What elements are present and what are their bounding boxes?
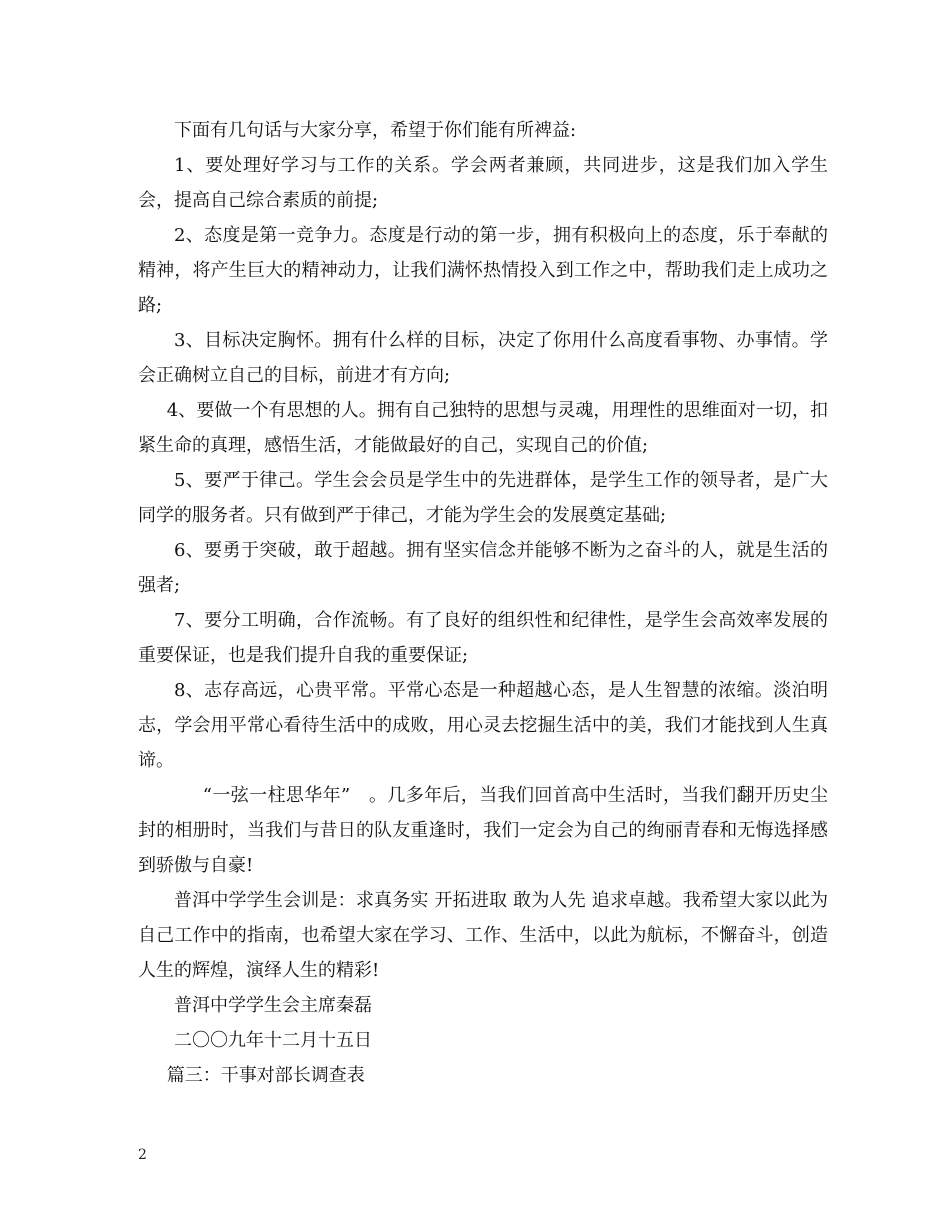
point-1-paragraph: 1、要处理好学习与工作的关系。学会两者兼顾，共同进步，这是我们加入学生会，提高自己综合素质的前提; <box>138 155 828 211</box>
point-2-paragraph: 2、态度是第一竞争力。态度是行动的第一步，拥有积极向上的态度，乐于奉献的精神，将产生巨大的精神动力，让我们满怀热情投入到工作之中，帮助我们走上成功之路; <box>138 225 828 316</box>
page-number: 2 <box>138 1147 147 1163</box>
quote-paragraph: “一弦一柱思华年” 。几多年后，当我们回首高中生活时，当我们翻开历史尘封的相册时，当我们与昔日的队友重逢时，我们一定会为自己的绚丽青春和无悔选择感到骄傲与自豪! <box>138 785 828 876</box>
intro-paragraph: 下面有几句话与大家分享，希望于你们能有所裨益: <box>174 120 577 141</box>
document-body <box>138 113 828 1093</box>
signature-line: 普洱中学学生会主席秦磊 <box>174 995 372 1016</box>
point-4-paragraph: 4、要做一个有思想的人。拥有自己独特的思想与灵魂，用理性的思维面对一切，扣紧生命的真理，感悟生活，才能做最好的自己，实现自己的价值; <box>138 400 828 456</box>
point-7-paragraph: 7、要分工明确，合作流畅。有了良好的组织性和纪律性，是学生会高效率发展的重要保证，也是我们提升自我的重要保证; <box>138 610 828 666</box>
next-section-heading: 篇三：干事对部长调查表 <box>166 1065 365 1086</box>
point-6-paragraph: 6、要勇于突破，敢于超越。拥有坚实信念并能够不断为之奋斗的人，就是生活的强者; <box>138 540 828 596</box>
point-3-paragraph: 3、目标决定胸怀。拥有什么样的目标，决定了你用什么高度看事物、办事情。学会正确树立自己的目标，前进才有方向; <box>138 330 828 386</box>
date-line: 二〇〇九年十二月十五日 <box>174 1030 372 1051</box>
point-8-paragraph: 8、志存高远，心贵平常。平常心态是一种超越心态，是人生智慧的浓缩。淡泊明志，学会用平常心看待生活中的成败，用心灵去挖掘生活中的美，我们才能找到人生真谛。 <box>138 680 828 771</box>
point-5-paragraph: 5、要严于律己。学生会会员是学生中的先进群体，是学生工作的领导者，是广大同学的服务者。只有做到严于律己，才能为学生会的发展奠定基础; <box>138 470 828 526</box>
motto-paragraph: 普洱中学学生会训是：求真务实 开拓进取 敢为人先 追求卓越。我希望大家以此为自己工作中的指南，也希望大家在学习、工作、生活中，以此为航标，不懈奋斗，创造人生的辉煌，演绎人生的精彩! <box>138 890 828 981</box>
